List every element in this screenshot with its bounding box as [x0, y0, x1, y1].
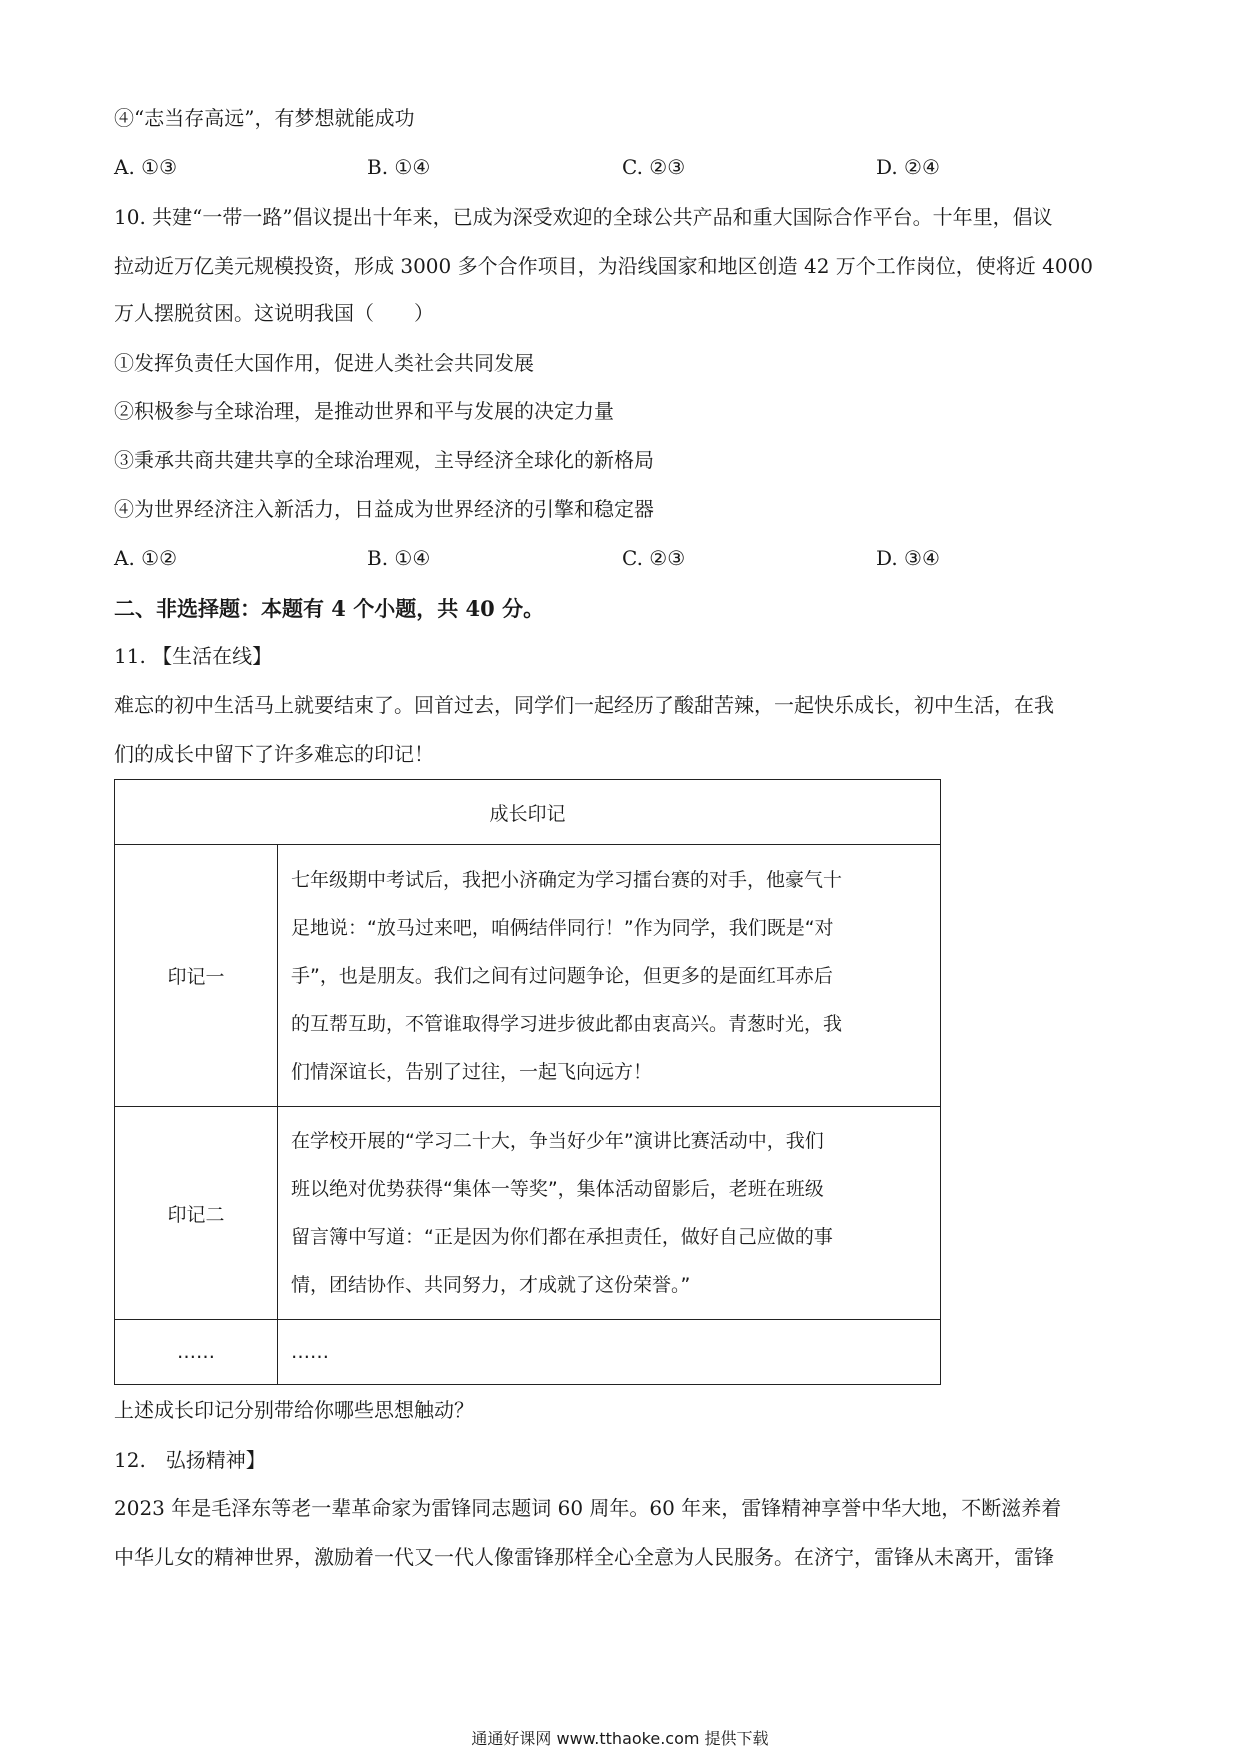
- row-content: [278, 1107, 941, 1320]
- q12-line: 2023 年是毛泽东等老一辈革命家为雷锋同志题词 60 周年。60 年来，雷锋精神享誉中华大地，不断滋养着: [114, 1496, 1062, 1520]
- growth-marks-table: [114, 779, 941, 1385]
- row-content-line: 足地说：“放马过来吧，咱俩结伴同行！”作为同学，我们既是“对: [291, 916, 834, 939]
- q10-option-b: B. ①④: [367, 546, 431, 570]
- row-content: [278, 1320, 941, 1385]
- prev-option-d: D. ②④: [876, 155, 940, 179]
- q11-question: 上述成长印记分别带给你哪些思想触动？: [114, 1398, 474, 1422]
- q10-option-c: C. ②③: [622, 546, 686, 570]
- row-content: [278, 845, 941, 1107]
- q10-option-d: D. ③④: [876, 546, 940, 570]
- q10-item-2: ②积极参与全球治理，是推动世界和平与发展的决定力量: [114, 399, 614, 423]
- row-content-line: 留言簿中写道：“正是因为你们都在承担责任，做好自己应做的事: [291, 1226, 833, 1248]
- q11-title: 11. 【生活在线】: [114, 644, 273, 668]
- q12-line: 中华儿女的精神世界，激励着一代又一代人像雷锋那样全心全意为人民服务。在济宁，雷锋从未离开，雷锋: [114, 1545, 1054, 1569]
- table-row: [115, 1107, 941, 1320]
- prev-option-b: B. ①④: [367, 155, 431, 179]
- q11-intro-line: 们的成长中留下了许多难忘的印记！: [114, 742, 434, 766]
- row-label: ……: [115, 1320, 278, 1385]
- row-content-line: 在学校开展的“学习二十大，争当好少年”演讲比赛活动中，我们: [291, 1130, 824, 1152]
- table-header-row: [115, 780, 941, 845]
- section-heading: 二、非选择题：本题有 4 个小题，共 40 分。: [114, 596, 545, 621]
- row-label: 印记一: [115, 845, 278, 1107]
- row-content-line: 的互帮互助，不管谁取得学习进步彼此都由衷高兴。青葱时光，我: [291, 1012, 843, 1035]
- q10-item-4: ④为世界经济注入新活力，日益成为世界经济的引擎和稳定器: [114, 497, 654, 521]
- q10-stem-line: 10. 共建“一带一路”倡议提出十年来，已成为深受欢迎的全球公共产品和重大国际合作平台。十年里，倡议: [114, 205, 1053, 229]
- q10-stem-line: 拉动近万亿美元规模投资，形成 3000 多个合作项目，为沿线国家和地区创造 42 万个工作岗位，使将近 4000: [114, 254, 1094, 278]
- q10-stem-line: 万人摆脱贫困。这说明我国（ ）: [114, 301, 434, 325]
- q12-title: 12. 弘扬精神】: [114, 1448, 266, 1472]
- table-header: 成长印记: [115, 780, 941, 845]
- q10-option-a: A. ①②: [114, 546, 178, 570]
- row-label: 印记二: [115, 1107, 278, 1320]
- row-content-line: 七年级期中考试后，我把小济确定为学习擂台赛的对手，他豪气十: [291, 868, 843, 891]
- prev-option-a: A. ①③: [114, 155, 178, 179]
- row-content-line: 班以绝对优势获得“集体一等奖”，集体活动留影后，老班在班级: [291, 1178, 824, 1200]
- table-row: [115, 845, 941, 1107]
- prev-item-4: ④“志当存高远”，有梦想就能成功: [114, 106, 415, 130]
- q11-intro-line: 难忘的初中生活马上就要结束了。回首过去，同学们一起经历了酸甜苦辣，一起快乐成长，初中生活，在我: [114, 693, 1054, 717]
- row-content-line: 们情深谊长，告别了过往，一起飞向远方！: [291, 1060, 653, 1083]
- row-content-line: 情，团结协作、共同努力，才成就了这份荣誉。”: [291, 1274, 691, 1296]
- prev-option-c: C. ②③: [622, 155, 686, 179]
- q10-item-1: ①发挥负责任大国作用，促进人类社会共同发展: [114, 351, 534, 375]
- q10-item-3: ③秉承共商共建共享的全球治理观，主导经济全球化的新格局: [114, 448, 654, 472]
- page-footer: 通通好课网 www.tthaoke.com 提供下载: [471, 1729, 769, 1748]
- row-content-line: 手”，也是朋友。我们之间有过问题争论，但更多的是面红耳赤后: [291, 964, 833, 987]
- row-content-line: ……: [291, 1341, 329, 1363]
- table-row: [115, 1320, 941, 1385]
